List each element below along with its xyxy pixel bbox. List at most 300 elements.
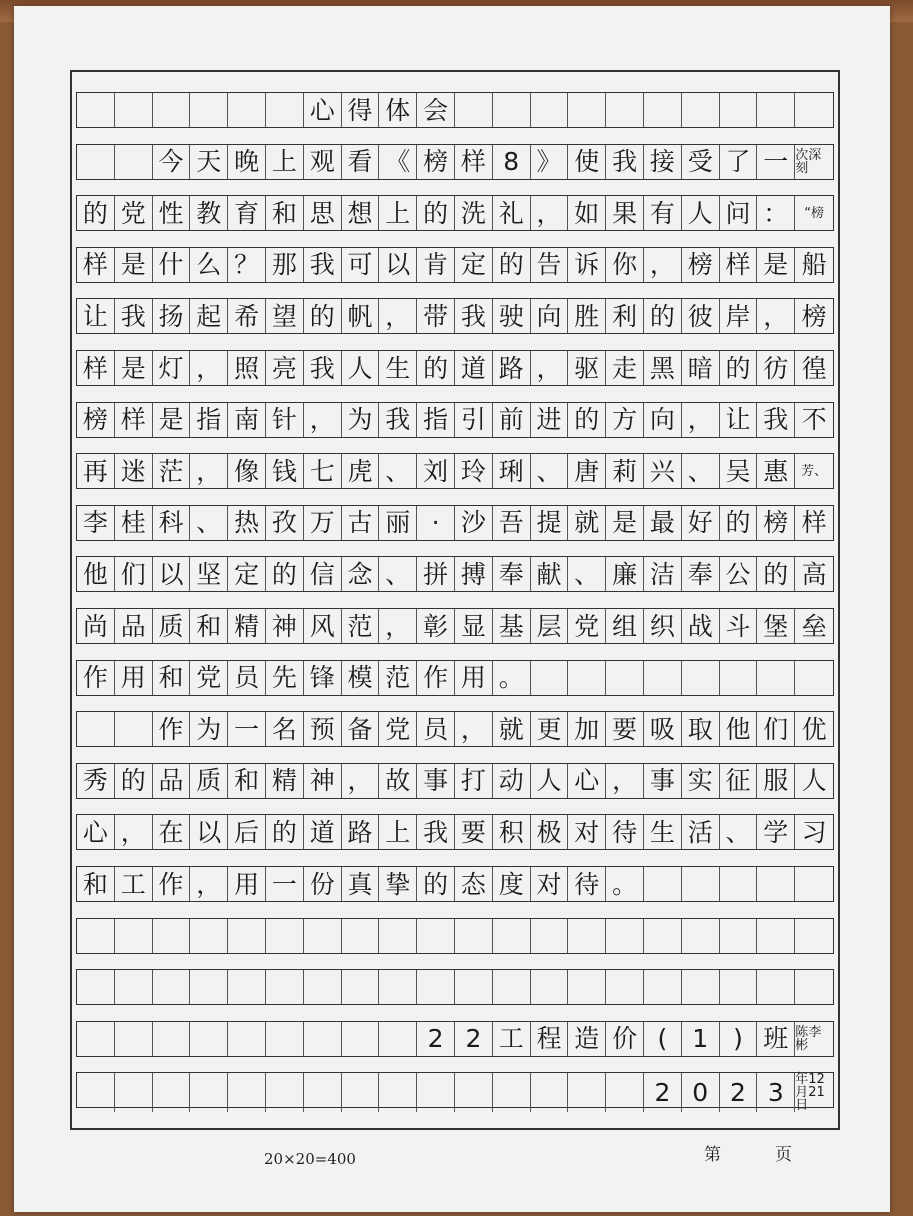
grid-cell <box>77 1022 115 1056</box>
grid-cell: ( <box>644 1022 682 1056</box>
grid-cell: 莉 <box>606 454 644 488</box>
grid-cell <box>757 93 795 127</box>
grid-cell: 我 <box>417 815 455 849</box>
grid-cell: 们 <box>757 712 795 746</box>
grid-cell <box>342 1073 380 1112</box>
grid-cell: 们 <box>115 557 153 591</box>
grid-cell: 模 <box>342 661 380 695</box>
grid-row <box>76 247 834 283</box>
grid-cell <box>720 867 758 901</box>
grid-cell <box>266 970 304 1004</box>
grid-cell: 进 <box>531 403 569 437</box>
grid-cell: 优 <box>801 714 827 744</box>
grid-cell <box>606 93 644 127</box>
grid-cell: 如 <box>568 196 606 230</box>
page-number-label <box>704 1140 792 1165</box>
grid-cell <box>153 1073 191 1112</box>
page-label: 第 <box>704 1145 721 1165</box>
grid-cell <box>531 919 569 953</box>
grid-cell: 刘 <box>417 454 455 488</box>
grid-cell <box>644 867 682 901</box>
grid-cell: 待 <box>568 867 606 901</box>
grid-cell <box>304 1022 342 1056</box>
grid-cell: 肯 <box>417 248 455 282</box>
grid-cell: 就 <box>493 712 531 746</box>
grid-cell: 极 <box>531 815 569 849</box>
grid-row <box>76 1021 834 1057</box>
grid-cell: 灯 <box>153 351 191 385</box>
grid-cell: 垒 <box>801 611 827 641</box>
grid-cell <box>77 145 115 179</box>
grid-cell: 层 <box>531 609 569 643</box>
grid-cell <box>644 93 682 127</box>
grid-cell: 和 <box>266 196 304 230</box>
grid-cell: 为 <box>190 712 228 746</box>
grid-cell <box>153 1022 191 1056</box>
grid-cell: ， <box>342 764 380 798</box>
grid-cell: 照 <box>228 351 266 385</box>
grid-cell: 的 <box>720 506 758 540</box>
grid-cell: 2 <box>720 1073 758 1112</box>
grid-cell <box>304 970 342 1004</box>
grid-cell <box>795 93 833 127</box>
grid-cell: 和 <box>77 867 115 901</box>
grid-cell: 使 <box>568 145 606 179</box>
grid-cell <box>115 145 153 179</box>
grid-cell <box>417 1073 455 1112</box>
grid-cell: 作 <box>77 661 115 695</box>
grid-cell: 样 <box>115 403 153 437</box>
grid-cell: ， <box>606 764 644 798</box>
grid-cell: 一 <box>266 867 304 901</box>
grid-cell <box>493 93 531 127</box>
grid-cell <box>115 919 153 953</box>
grid-cell: 品 <box>153 764 191 798</box>
grid-cell: 受 <box>682 145 720 179</box>
grid-cell: 信 <box>304 557 342 591</box>
grid-row <box>76 866 834 902</box>
grid-cell <box>115 93 153 127</box>
grid-cell: 是 <box>153 403 191 437</box>
grid-cell: 后 <box>228 815 266 849</box>
grid-cell <box>644 661 682 695</box>
grid-cell: ， <box>115 815 153 849</box>
grid-cell: 茫 <box>153 454 191 488</box>
grid-row <box>76 92 834 128</box>
grid-cell: 对 <box>568 815 606 849</box>
grid-cell: 的 <box>417 196 455 230</box>
grid-cell: 高 <box>801 559 827 589</box>
grid-cell: ， <box>304 403 342 437</box>
grid-cell <box>757 867 795 901</box>
grid-row <box>76 814 834 850</box>
grid-cell <box>153 970 191 1004</box>
grid-cell <box>682 919 720 953</box>
grid-row <box>76 1072 834 1114</box>
grid-cell: 热 <box>228 506 266 540</box>
grid-cell <box>228 919 266 953</box>
grid-cell: 和 <box>153 661 191 695</box>
grid-cell: 以 <box>153 557 191 591</box>
grid-cell: ： <box>757 196 795 230</box>
grid-cell: 、 <box>531 454 569 488</box>
grid-cell: 生 <box>644 815 682 849</box>
grid-cell: 名 <box>266 712 304 746</box>
grid-cell: 质 <box>153 609 191 643</box>
grid-cell: 桂 <box>115 506 153 540</box>
grid-cell: 沙 <box>455 506 493 540</box>
grid-cell: ， <box>190 351 228 385</box>
grid-cell: 的 <box>115 764 153 798</box>
grid-cell: 质 <box>190 764 228 798</box>
grid-cell: 指 <box>417 403 455 437</box>
grid-cell: 唐 <box>568 454 606 488</box>
grid-cell: 琍 <box>493 454 531 488</box>
grid-cell: 今 <box>153 145 191 179</box>
grid-cell: 作 <box>417 661 455 695</box>
grid-cell: 党 <box>379 712 417 746</box>
grid-cell: 是 <box>115 248 153 282</box>
grid-cell: 。 <box>606 867 644 901</box>
grid-cell: 份 <box>304 867 342 901</box>
grid-cell: 驱 <box>568 351 606 385</box>
grid-cell: 迷 <box>115 454 153 488</box>
grid-cell: 人 <box>682 196 720 230</box>
grid-cell: 的 <box>417 867 455 901</box>
grid-cell: 得 <box>342 93 380 127</box>
grid-cell <box>228 970 266 1004</box>
grid-cell <box>455 93 493 127</box>
grid-cell: 事 <box>417 764 455 798</box>
grid-cell: 要 <box>606 712 644 746</box>
grid-cell: 一 <box>228 712 266 746</box>
grid-cell: 上 <box>379 196 417 230</box>
grid-cell: 、 <box>379 557 417 591</box>
grid-cell: 态 <box>455 867 493 901</box>
grid-cell: 心 <box>304 93 342 127</box>
grid-cell: 奉 <box>493 557 531 591</box>
grid-cell <box>115 970 153 1004</box>
grid-cell: 惠 <box>757 454 795 488</box>
grid-cell: ， <box>190 454 228 488</box>
grid-cell: 会 <box>417 93 455 127</box>
grid-cell: 坚 <box>190 557 228 591</box>
grid-cell: 晚 <box>228 145 266 179</box>
grid-cell: ， <box>379 609 417 643</box>
grid-spec-label: 20×20=400 <box>264 1150 356 1168</box>
grid-cell <box>77 712 115 746</box>
grid-cell: 挚 <box>379 867 417 901</box>
grid-cell <box>757 661 795 695</box>
grid-cell: 彷 <box>757 351 795 385</box>
grid-cell: 针 <box>266 403 304 437</box>
grid-cell <box>568 919 606 953</box>
grid-cell <box>379 1022 417 1056</box>
grid-cell: ， <box>757 299 795 333</box>
grid-cell: 生 <box>379 351 417 385</box>
grid-cell: 献 <box>531 557 569 591</box>
grid-cell <box>493 919 531 953</box>
grid-cell: 组 <box>606 609 644 643</box>
grid-cell <box>455 970 493 1004</box>
grid-cell: 神 <box>304 764 342 798</box>
grid-cell: 精 <box>228 609 266 643</box>
grid-cell: 孜 <box>266 506 304 540</box>
grid-cell <box>682 970 720 1004</box>
grid-cell: 暗 <box>682 351 720 385</box>
grid-cell: 道 <box>304 815 342 849</box>
grid-cell: 样 <box>801 508 827 538</box>
grid-cell: 我 <box>304 351 342 385</box>
grid-cell: 员 <box>228 661 266 695</box>
grid-cell: 、 <box>190 506 228 540</box>
grid-cell: 他 <box>77 557 115 591</box>
grid-cell <box>190 970 228 1004</box>
grid-cell: 尚 <box>77 609 115 643</box>
grid-cell <box>720 970 758 1004</box>
grid-cell: 基 <box>493 609 531 643</box>
grid-cell <box>493 1073 531 1112</box>
grid-cell: 榜 <box>77 403 115 437</box>
grid-cell <box>795 970 833 1004</box>
grid-cell <box>795 919 833 953</box>
grid-cell: 榜 <box>417 145 455 179</box>
grid-cell: 提 <box>531 506 569 540</box>
grid-cell: 再 <box>77 454 115 488</box>
grid-cell <box>304 919 342 953</box>
grid-cell: 我 <box>757 403 795 437</box>
grid-cell: 育 <box>228 196 266 230</box>
grid-cell: 备 <box>342 712 380 746</box>
grid-cell <box>531 661 569 695</box>
grid-cell: 人 <box>801 766 827 796</box>
grid-row <box>76 195 834 231</box>
grid-cell <box>342 970 380 1004</box>
grid-cell: 价 <box>606 1022 644 1056</box>
grid-cell <box>568 93 606 127</box>
grid-cell <box>304 1073 342 1112</box>
grid-cell: 积 <box>493 815 531 849</box>
grid-cell: 0 <box>682 1073 720 1112</box>
grid-cell: · <box>417 506 455 540</box>
grid-cell <box>606 970 644 1004</box>
grid-cell: 丽 <box>379 506 417 540</box>
grid-cell <box>568 1073 606 1112</box>
grid-cell: 望 <box>266 299 304 333</box>
grid-cell: 有 <box>644 196 682 230</box>
grid-cell <box>606 1073 644 1112</box>
grid-cell: 实 <box>682 764 720 798</box>
grid-cell: 向 <box>644 403 682 437</box>
grid-cell: 用 <box>115 661 153 695</box>
grid-cell: 徨 <box>801 353 827 383</box>
grid-cell: 道 <box>455 351 493 385</box>
grid-row <box>76 144 834 180</box>
grid-cell: 体 <box>379 93 417 127</box>
grid-cell <box>757 970 795 1004</box>
grid-cell: 钱 <box>266 454 304 488</box>
grid-cell: 战 <box>682 609 720 643</box>
grid-cell: 是 <box>606 506 644 540</box>
grid-cell: 前 <box>493 403 531 437</box>
grid-cell <box>190 1073 228 1112</box>
grid-cell <box>417 970 455 1004</box>
grid-cell <box>266 1073 304 1112</box>
grid-cell: 性 <box>153 196 191 230</box>
grid-cell: 以 <box>379 248 417 282</box>
grid-cell <box>417 919 455 953</box>
grid-cell: 品 <box>115 609 153 643</box>
grid-cell <box>228 93 266 127</box>
grid-cell <box>266 1022 304 1056</box>
grid-cell: 的 <box>568 403 606 437</box>
grid-cell: 3 <box>757 1073 795 1112</box>
grid-cell: 带 <box>417 299 455 333</box>
grid-cell: 果 <box>606 196 644 230</box>
grid-cell: 、 <box>720 815 758 849</box>
grid-cell <box>720 919 758 953</box>
grid-cell <box>644 970 682 1004</box>
grid-cell: 征 <box>720 764 758 798</box>
grid-cell: 在 <box>153 815 191 849</box>
grid-cell: 、 <box>682 454 720 488</box>
grid-cell: 礼 <box>493 196 531 230</box>
grid-cell: 什 <box>153 248 191 282</box>
grid-cell: 彰 <box>417 609 455 643</box>
grid-cell: 秀 <box>77 764 115 798</box>
grid-cell: 古 <box>342 506 380 540</box>
grid-cell <box>77 970 115 1004</box>
grid-cell: 拼 <box>417 557 455 591</box>
grid-cell: 七 <box>304 454 342 488</box>
grid-cell: 、 <box>379 454 417 488</box>
grid-cell <box>568 661 606 695</box>
grid-cell <box>153 93 191 127</box>
grid-cell: 驶 <box>493 299 531 333</box>
grid-cell <box>795 661 833 695</box>
grid-row <box>76 453 834 489</box>
grid-cell: 吾 <box>493 506 531 540</box>
grid-cell: 作 <box>153 867 191 901</box>
grid-cell <box>190 919 228 953</box>
grid-cell: 亮 <box>266 351 304 385</box>
grid-cell: 以 <box>190 815 228 849</box>
grid-cell: 观 <box>304 145 342 179</box>
grid-cell: 心 <box>77 815 115 849</box>
grid-cell: 。 <box>493 661 531 695</box>
grid-cell: 1 <box>682 1022 720 1056</box>
grid-cell: 吴 <box>720 454 758 488</box>
grid-cell: 一 <box>757 145 795 179</box>
grid-cell: ， <box>531 351 569 385</box>
grid-cell: 党 <box>115 196 153 230</box>
grid-cell: 利 <box>606 299 644 333</box>
grid-cell: 定 <box>455 248 493 282</box>
grid-cell: 是 <box>115 351 153 385</box>
grid-row <box>76 918 834 954</box>
grid-cell: 织 <box>644 609 682 643</box>
grid-cell: 我 <box>606 145 644 179</box>
grid-cell: 待 <box>606 815 644 849</box>
grid-cell <box>606 661 644 695</box>
grid-cell: ， <box>190 867 228 901</box>
grid-cell <box>682 661 720 695</box>
grid-cell: 虎 <box>342 454 380 488</box>
grid-cell <box>720 93 758 127</box>
grid-cell: 接 <box>644 145 682 179</box>
grid-cell: 路 <box>493 351 531 385</box>
grid-cell <box>342 1022 380 1056</box>
grid-cell: 造 <box>568 1022 606 1056</box>
grid-cell: 好 <box>682 506 720 540</box>
grid-cell: 指 <box>190 403 228 437</box>
grid-cell: 党 <box>568 609 606 643</box>
grid-cell: 问 <box>720 196 758 230</box>
grid-row <box>76 402 834 438</box>
grid-cell: 科 <box>153 506 191 540</box>
grid-cell: 引 <box>455 403 493 437</box>
grid-cell: 《 <box>379 145 417 179</box>
grid-cell: 用 <box>455 661 493 695</box>
grid-cell: 对 <box>531 867 569 901</box>
grid-cell: 、 <box>568 557 606 591</box>
grid-cell: 样 <box>455 145 493 179</box>
grid-cell: 天 <box>190 145 228 179</box>
grid-cell: 可 <box>342 248 380 282</box>
grid-row <box>76 763 834 799</box>
grid-cell <box>228 1022 266 1056</box>
grid-cell: 次深刻 <box>795 147 822 176</box>
grid-cell: 动 <box>493 764 531 798</box>
grid-cell: 斗 <box>720 609 758 643</box>
grid-cell: 更 <box>531 712 569 746</box>
grid-cell <box>682 867 720 901</box>
grid-cell <box>190 1022 228 1056</box>
grid-cell <box>644 919 682 953</box>
grid-cell <box>190 93 228 127</box>
grid-cell: 么 <box>190 248 228 282</box>
grid-cell: 神 <box>266 609 304 643</box>
grid-cell: 用 <box>228 867 266 901</box>
grid-cell: 的 <box>644 299 682 333</box>
grid-cell <box>531 93 569 127</box>
grid-row <box>76 350 834 386</box>
grid-cell: 显 <box>455 609 493 643</box>
grid-cell: 船 <box>801 250 827 280</box>
grid-cell: 榜 <box>801 301 827 331</box>
grid-cell: 取 <box>682 712 720 746</box>
grid-cell <box>153 919 191 953</box>
grid-cell: 为 <box>342 403 380 437</box>
grid-cell: 走 <box>606 351 644 385</box>
grid-cell: 玲 <box>455 454 493 488</box>
grid-cell: ？ <box>228 248 266 282</box>
grid-cell <box>757 919 795 953</box>
grid-cell: 的 <box>77 196 115 230</box>
grid-cell: 年12月21日 <box>795 1072 825 1114</box>
grid-cell: 上 <box>379 815 417 849</box>
grid-cell: 员 <box>417 712 455 746</box>
grid-cell: 工 <box>493 1022 531 1056</box>
grid-cell <box>266 919 304 953</box>
grid-cell: 黑 <box>644 351 682 385</box>
grid-cell <box>115 712 153 746</box>
grid-cell: 念 <box>342 557 380 591</box>
grid-row <box>76 505 834 541</box>
grid-cell: 告 <box>531 248 569 282</box>
grid-cell: 和 <box>228 764 266 798</box>
grid-cell: 的 <box>757 557 795 591</box>
